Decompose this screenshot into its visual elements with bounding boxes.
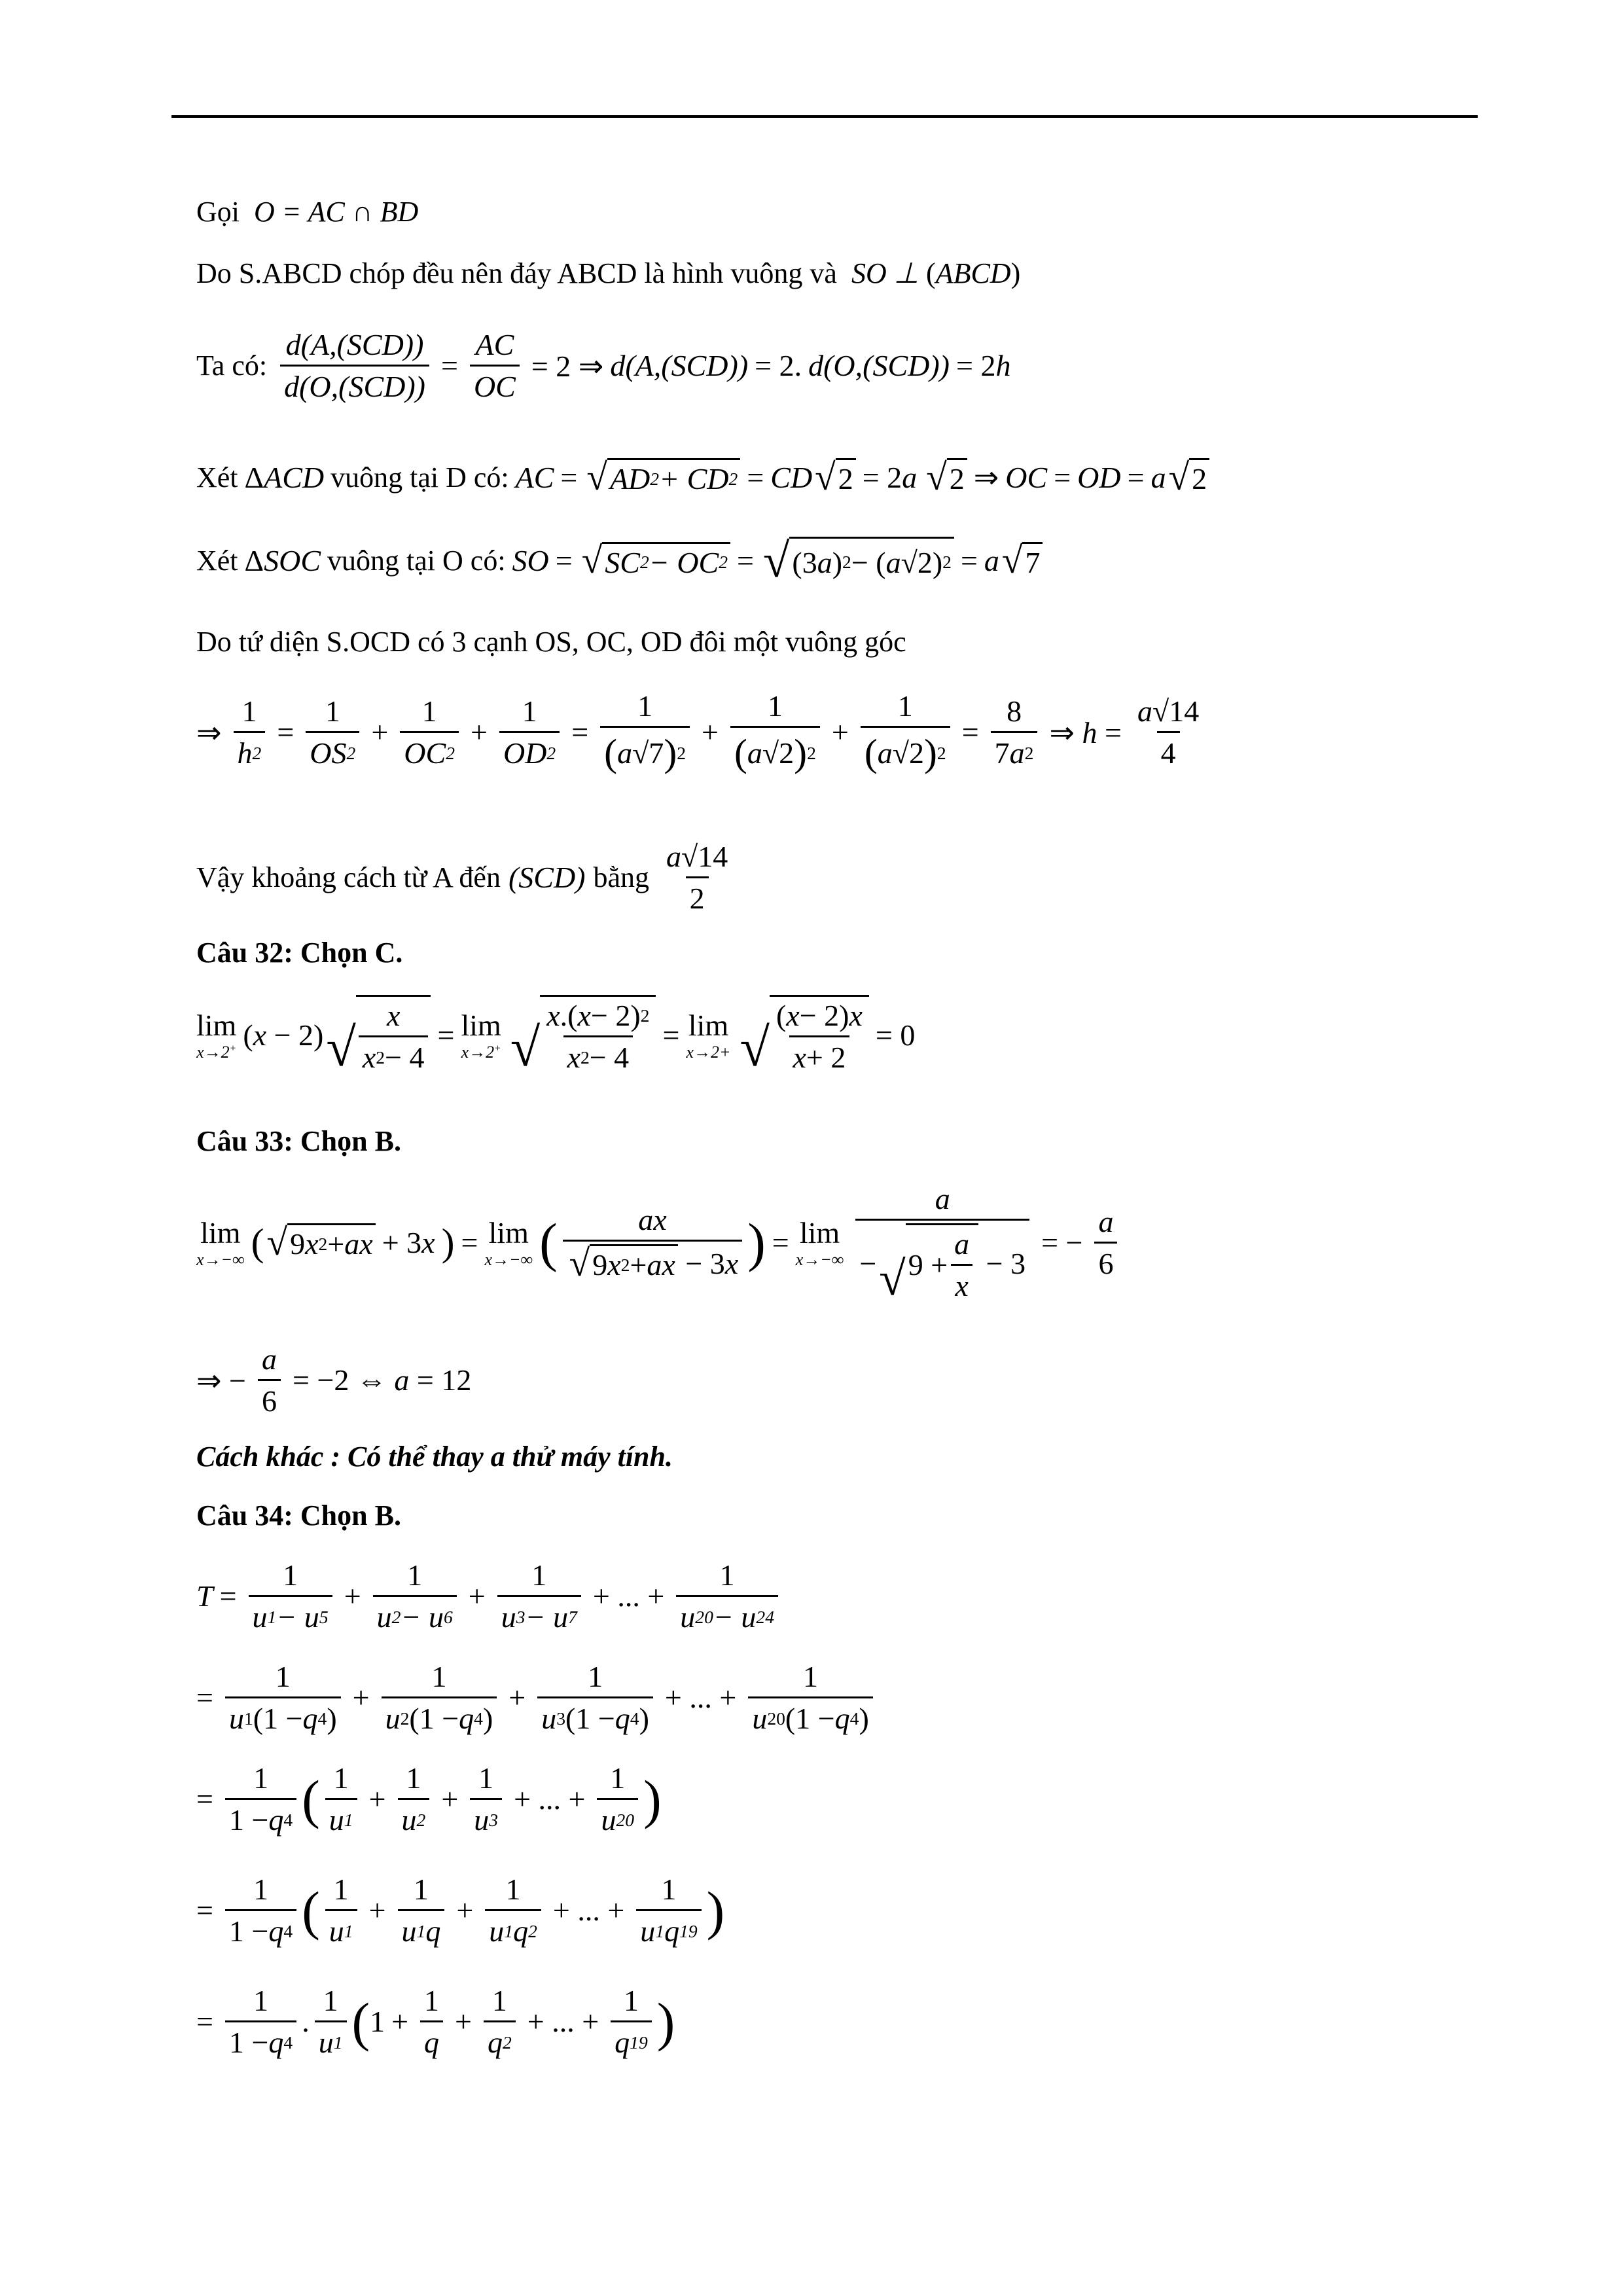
sqrt-3a-a2: √ (3 a ) 2 − ( a √2) 2: [763, 537, 954, 585]
text-vuong-d: vuông tại D có:: [330, 461, 509, 493]
eq-cau-33: lim x→−∞ ( √ 9 x 2 + ax + 3x ) = lim x→−∞ ( ax √ 9 x 2 + ax − 3 x ) = lim x→−∞ a − √ 9 + a x − 3 = − $\frac{a}{6}$: [196, 1181, 1122, 1303]
eq-solve-a: ⇒ − $\frac{a}{6}$ = −2 ⇔ a = 12: [196, 1342, 472, 1418]
eq-acd: Xét ΔACD vuông tại D có: AC = √ AD 2 + CD 2 = CD √ 2 = 2a √ 2 ⇒ OC = OD = a √ 2: [196, 458, 1209, 496]
heading-cau-33: [196, 1124, 401, 1159]
line-chop-deu: [196, 257, 1020, 291]
sqrt-ad-cd: √ AD 2 + CD 2: [586, 458, 740, 496]
math-so-perp: SO ⊥ (ABCD): [844, 257, 1021, 289]
text-chop-deu: Do S.ABCD chóp đều nên đáy ABCD là hình vuông và: [196, 257, 837, 289]
heading-cau-32: [196, 936, 402, 971]
eq-ratio: Ta có: d(A,(SCD)) d(O,(SCD)) = $\frac{AC}{OC}$ = 2 ⇒ d(A,(SCD)) = 2. d(O,(SCD)) = 2h: [196, 328, 1011, 403]
note-cach-khac: [196, 1440, 673, 1475]
line-goi: [196, 195, 418, 230]
eq-cau-32: lim x→2+ (x − 2) √ x x 2 − 4 = lim x→2+ √ x .( x − 2) 2 x 2 − 4 = lim x→2+ √ ( x − 2) x x + 2 = 0: [196, 995, 921, 1075]
text-cau-33: Câu 33: Chọn B.: [196, 1125, 401, 1157]
eq-soc: Xét ΔSOC vuông tại O có: SO = √ SC 2 − OC 2 = √ (3 a ) 2 − ( a √2) 2 = a √ 7: [196, 537, 1043, 585]
sqrt-sc-oc: √ SC 2 − OC 2: [582, 542, 730, 580]
eq-conclusion: Vậy khoảng cách từ A đến (SCD) bằng a √14 2: [196, 840, 728, 915]
text-goi: Gọi: [196, 196, 240, 228]
header-rule: [171, 115, 1478, 118]
text-cau-34: Câu 34: Chọn B.: [196, 1499, 401, 1532]
frac-d-ratio: d(A,(SCD)) d(O,(SCD)): [280, 327, 429, 404]
text-xet-1: Xét: [196, 461, 238, 493]
text-xet-2: Xét: [196, 545, 238, 577]
text-cach-khac: Cách khác : Có thể thay a thử máy tính.: [196, 1441, 673, 1473]
heading-cau-34: [196, 1499, 401, 1534]
text-cau-32: Câu 32: Chọn C.: [196, 937, 403, 969]
eq-reciprocal: ⇒ 1 h 2 = 1 OS 2 + 1 OC 2 + 1 OD 2 = 1 ( a √7 ) 2 + 1 ( a √2 ) 2 + 1 ( a √2 ) 2 = 8 7 a 2 ⇒ h = a √14 4: [196, 689, 1200, 774]
frac-ac-oc: $\frac{AC}{OC}$: [470, 327, 520, 404]
eq-t-step5: = 1 1 − q 4 . 1 u 1 ( 1 + $\frac{1}{q}$ + 1 q 2 + ... + 1 q 19 ): [196, 1984, 675, 2059]
line-tu-dien: [196, 625, 906, 660]
text-vay: Vậy khoảng cách từ A đến: [196, 861, 501, 893]
eq-t-step4: = 1 1 − q 4 ( 1 u 1 + 1 u 1 q + 1 u 1 q 2 + ... + 1 u 1 q 19 ): [196, 1873, 725, 1948]
text-tu-dien: Do tứ diện S.OCD có 3 cạnh OS, OC, OD đôi một vuông góc: [196, 626, 906, 658]
eq-t-def: T = 1 u 1 − u 5 + 1 u 2 − u 6 + 1 u 3 − u 7 + ... + 1 u 20 − u 24: [196, 1558, 783, 1634]
text-bang: bằng: [593, 861, 650, 893]
text-vuong-o: vuông tại O có:: [327, 545, 506, 577]
eq-t-step2: = 1 u 1 (1 − q 4 ) + 1 u 2 (1 − q 4 ) + 1 u 3 (1 − q 4 ) + ... + 1 u 20 (1 − q 4 ): [196, 1659, 878, 1736]
eq-t-step3: = 1 1 − q 4 ( 1 u 1 + 1 u 2 + 1 u 3 + ... + 1 u 20 ): [196, 1761, 662, 1837]
text-ta-co: Ta có:: [196, 350, 268, 382]
math-o-def: O = AC ∩ BD: [247, 196, 419, 228]
